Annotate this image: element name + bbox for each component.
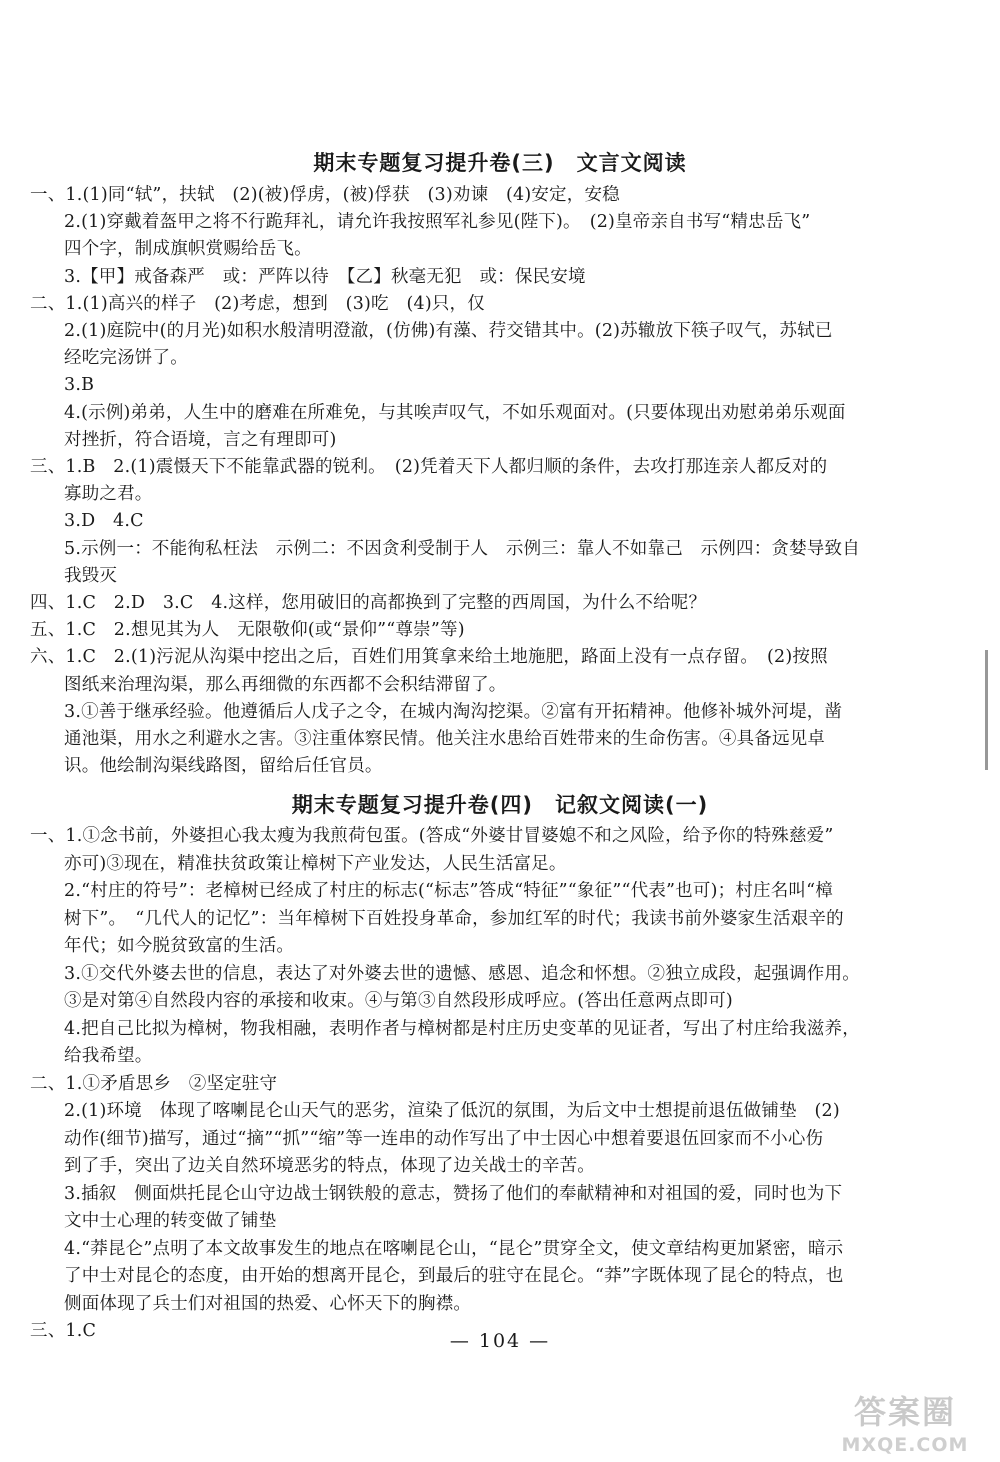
answer-line: 4.(示例)弟弟，人生中的磨难在所难免，与其唉声叹气，不如乐观面对。(只要体现出劝慰弟弟乐观面 — [64, 402, 846, 423]
answer-line: 一、1.(1)同“轼”，扶轼 (2)(被)俘虏，(被)俘获 (3)劝谏 (4)安定，安稳 — [30, 185, 620, 205]
answer-line: 动作(细节)描写，通过“摘”“抓”“缩”等一连串的动作写出了中士因心中想着要退伍回家而不小心伤 — [64, 1128, 824, 1149]
answer-line: 通池渠，用水之利避水之害。③注重体察民情。他关注水患给百姓带来的生命伤害。④具备远见卓 — [64, 729, 826, 749]
answer-line: 3.插叙 侧面烘托昆仑山守边战士钢铁般的意志，赞扬了他们的奉献精神和对祖国的爱，同时也为下 — [64, 1183, 843, 1204]
answer-line: 五、1.C 2.想见其为人 无限敬仰(或“景仰”“尊崇”等) — [30, 620, 465, 641]
answer-line: 2.“村庄的符号”：老樟树已经成了村庄的标志(“标志”答成“特征”“象征”“代表”也可)；村庄名叫“樟 — [64, 881, 833, 901]
watermark-url: MXQE.COM — [841, 1434, 969, 1456]
answer-line: 侧面体现了兵士们对祖国的热爱、心怀天下的胸襟。 — [64, 1293, 472, 1314]
answer-line: 文中士心理的转变做了铺垫 — [64, 1211, 277, 1231]
answer-line: 3.B — [64, 375, 95, 396]
answer-line: 图纸来治理沟渠，那么再细微的东西都不会积结滞留了。 — [64, 674, 507, 695]
answer-line: 二、1.①矛盾思乡 ②坚定驻守 — [30, 1073, 278, 1094]
watermark-logo: 答案圈 — [853, 1393, 956, 1431]
answer-line: 2.(1)环境 体现了喀喇昆仑山天气的恶劣，渲染了低沉的氛围，为后文中士想提前退伍做铺垫 (2) — [64, 1101, 840, 1121]
answer-line: 5.示例一：不能徇私枉法 示例二：不因贪利受制于人 示例三：靠人不如靠己 示例四：贪婪导致自 — [64, 538, 860, 559]
answer-line: ③是对第④自然段内容的承接和收束。④与第③自然段形成呼应。(答出任意两点即可) — [64, 991, 733, 1011]
answer-line: 年代；如今脱贫致富的生活。 — [64, 936, 295, 956]
answer-line: 3.①善于继承经验。他遵循后人戊子之令，在城内淘沟挖渠。②富有开拓精神。他修补城外河堤，凿 — [64, 701, 843, 722]
watermark — [820, 1392, 990, 1456]
answer-line: 2.(1)庭院中(的月光)如积水般清明澄澈，(仿佛)有藻、荇交错其中。(2)苏辙放下筷子叹气，苏轼已 — [64, 321, 833, 341]
answer-line: 3.①交代外婆去世的信息，表达了对外婆去世的遗憾、感恩、追念和怀想。②独立成段，起强调作用。 — [64, 963, 860, 984]
answer-line: 对挫折，符合语境，言之有理即可) — [64, 429, 337, 450]
answer-line: 到了手，突出了边关自然环境恶劣的特点，体现了边关战士的辛苦。 — [64, 1156, 595, 1176]
answer-line: 了中士对昆仑的态度，由开始的想离开昆仑，到最后的驻守在昆仑。“莽”字既体现了昆仑的特点，也 — [64, 1266, 844, 1286]
answer-line: 3.【甲】戒备森严 或：严阵以待 【乙】秋毫无犯 或：保民安境 — [64, 266, 586, 287]
answer-line: 树下”。 “几代人的记忆”：当年樟树下百姓投身革命，参加红军的时代；我读书前外婆家生活艰辛的 — [64, 908, 844, 929]
section-title-4: 期末专题复习提升卷(四) 记叙文阅读(一) — [291, 793, 709, 817]
page-number: — 104 — — [449, 1330, 551, 1352]
answer-line: 六、1.C 2.(1)污泥从沟渠中挖出之后，百姓们用箕拿来给土地施肥，路面上没有一点存留。 (2)按照 — [30, 647, 828, 668]
answer-line: 给我希望。 — [64, 1046, 153, 1066]
answer-line: 4.“莽昆仑”点明了本文故事发生的地点在喀喇昆仑山，“昆仑”贯穿全文，使文章结构更加紧密，暗示 — [64, 1238, 844, 1259]
answer-line: 3.D 4.C — [64, 511, 144, 532]
answer-line: 亦可)③现在，精准扶贫政策让樟树下产业发达，人民生活富足。 — [64, 853, 567, 874]
answer-line: 我毁灭 — [64, 565, 118, 586]
answer-line: 二、1.(1)高兴的样子 (2)考虑，想到 (3)吃 (4)只，仅 — [30, 293, 485, 314]
answer-line: 寡助之君。 — [64, 484, 153, 505]
answer-line: 4.把自己比拟为樟树，物我相融，表明作者与樟树都是村庄历史变革的见证者，写出了村庄给我滋养， — [64, 1018, 860, 1039]
answer-line: 2.(1)穿戴着盔甲之将不行跪拜礼，请允许我按照军礼参见(陛下)。 (2)皇帝亲自书写“精忠岳飞” — [64, 212, 811, 233]
answer-line: 四、1.C 2.D 3.C 4.这样，您用破旧的高都换到了完整的西周国，为什么不给呢？ — [30, 593, 707, 613]
answer-line: 识。他绘制沟渠线路图，留给后任官员。 — [64, 756, 383, 777]
answer-line: 四个字，制成旗帜赏赐给岳飞。 — [64, 239, 312, 260]
answer-line: 三、1.C — [30, 1321, 97, 1341]
answer-line: 经吃完汤饼了。 — [64, 348, 188, 369]
scan-edge-mark — [985, 650, 988, 770]
section-title-3: 期末专题复习提升卷(三) 文言文阅读 — [313, 151, 687, 175]
answer-line: 三、1.B 2.(1)震慑天下不能靠武器的锐利。 (2)凭着天下人都归顺的条件，去攻打那连亲人都反对的 — [30, 457, 828, 477]
answer-line: 一、1.①念书前，外婆担心我太瘦为我煎荷包蛋。(答成“外婆甘冒婆媳不和之风险，给予你的特殊慈爱” — [30, 826, 834, 846]
